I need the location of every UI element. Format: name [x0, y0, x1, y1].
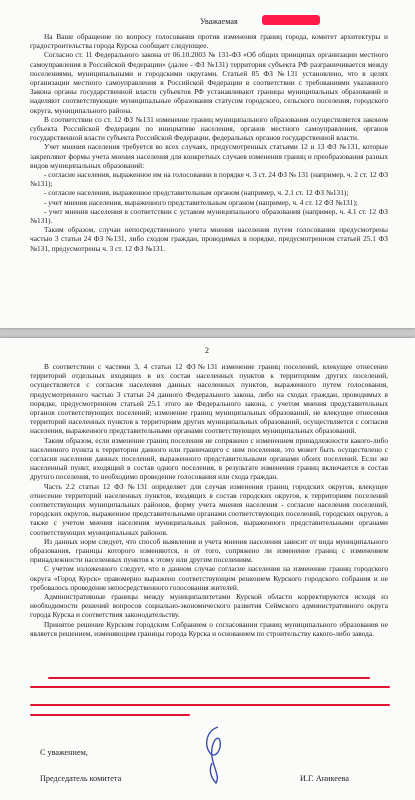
highlight-underline	[30, 704, 390, 706]
paragraph: - учет мнения населения в соответствии с уставом муниципального образования (например, ч. 4.1 ст. 12 ФЗ №131).	[30, 206, 388, 226]
paragraph: В соответствии со ст. 12 ФЗ №131 изменение границ муниципального образования осуществляется законом субъекта Российской Федерации по инициативе населения, органов местного самоуправления, органов государственной власти субъекта Российской Федерации, федеральных органов государственной власти.	[30, 114, 388, 143]
highlight-underline	[30, 714, 190, 716]
signer-title: Председатель комитета	[40, 774, 122, 783]
handwritten-signature	[198, 723, 234, 787]
paragraph: - учет мнения населения, выраженного представительным органом (например, ч. 4 ст. 12 ФЗ №131);	[44, 197, 358, 207]
paragraph: Часть 2.2 статьи 12 ФЗ №131 определяет для случая изменения границ городских округов, влекущее отнесение территорий населенных пунктов, входящих в состав городских округов, к территориям поселений соответствующих муниципальных районов, форму учета мнения населения - согласие населения поселений, городских округов, выраженное представительными органами соответствующих поселений, городских округов, а также с учетом мнения населения муниципальных районов, выраженного представительными органами соответствующих муниципальных районов.	[30, 481, 388, 537]
page-number: 2	[205, 346, 209, 355]
document-page-1	[0, 0, 415, 328]
paragraph: С учетом изложенного следует, что в данном случае согласие населения на изменение границ городского округа «Город Курск» правомерно выражено соответствующим решением Курского городского собрания и не требовалось проведение непосредственного голосования жителей.	[30, 564, 388, 592]
highlight-underline	[30, 686, 390, 688]
closing-phrase: С уважением,	[40, 748, 88, 757]
paragraph: На Ваше обращение по вопросу голосования против изменения границ города, комитет архитектуры и градостроительства города Курска сообщает следующее.	[30, 32, 388, 51]
paragraph: Учет мнения населения требуется во всех случаях, предусмотренных статьями 12 и 13 ФЗ №131, которые закрепляют формы учета мнения населения для конкретных случаев изменения границ и преобразования разных видов муниципальных образований:	[30, 142, 388, 170]
paragraph: Согласно ст. 11 Федерального закона от 06.10.2003 № 131-ФЗ «Об общих принципах организации местного самоуправления в Российской Федерации» (далее - ФЗ №131) территория субъекта РФ разграничивается между поселениями, муниципальными и городскими округами. Статьей 85 ФЗ №131 установлено, что в целях организации местного самоуправления в Российской Федерации в соответствии с требованиями указанного Закона органы государственной власти субъектов РФ устанавливают границы муниципальных образований и наделяют соответствующие муниципальные образования статусом городского, сельского поселения, городского округа, муниципального района.	[30, 50, 388, 115]
signer-name: И.Г. Аникеева	[300, 774, 349, 783]
paragraph: - согласие населения, выраженное представительным органом (например, ч. 2.1 ст. 12 ФЗ №131);	[44, 188, 349, 198]
paragraph: Таким образом, если изменение границ поселения не сопряжено с изменением принадлежности какого-либо населенного пункта к территории данного или граничащего с ним поселения, это может быть осуществлено с согласия населения данных поселений, выраженного представительными органами обоих поселений. Если же населенный пункт, входящий в состав одного поселения, в результате изменения границ включается в состав другого поселения, то необходимо проведение голосования или схода граждан.	[30, 435, 388, 482]
paragraph: Принятое решение Курским городским Собранием о согласовании границ муниципального образования не является решением, изменяющим границы города Курска и основанием по строительству какого-либо завода.	[30, 619, 388, 638]
paragraph: В соответствии с частями 3, 4 статьи 12 ФЗ№131 изменение границ поселений, влекущее отнесение территорий отдельных входящих в их состав населенных пунктов к территориям других поселений, осуществляется с согласия населения данных населенных пунктов, выраженного путем голосования, предусмотренного частью 3 статьи 24 данного Федерального закона, либо на сходах граждан, проводимых в порядке, предусмотренном статьей 25.1 этого же Федерального закона, с учетом мнения представительных органов соответствующих поселений; изменение границ муниципальных образований, не влекущее отнесения территорий населенных пунктов к территориям других муниципальных образований, осуществляется с согласия населения, выраженного представительными органами соответствующих муниципальных образований.	[30, 362, 388, 436]
page1-body	[30, 32, 388, 253]
highlight-underline	[48, 677, 370, 679]
paragraph: Административные границы между муниципалитетами Курской области корректируются исходя из необходимости решений вопросов социально-экономического развития Сеймского административного округа города Курска и соответствия законодательству.	[30, 592, 388, 620]
paragraph: Таким образом, случаи непосредственного учета мнения населения путем голосования предусмотрены частью 3 статьи 24 ФЗ №131, либо сходом граждан, проводимых в порядке, предусмотренном статьей 25.1 ФЗ №131, предусмотрены ч. 3 ст. 12 ФЗ №131.	[30, 225, 388, 253]
paragraph: Из данных норм следует, что способ выявления и учета мнения населения зависит от вида муниципального образования, границы которого изменяются, и от того, сопряжено ли изменение границ с изменением принадлежности населенных пунктов к этому или другим поселениям.	[30, 536, 388, 565]
paragraph: - согласие населения, выраженное им на голосовании в порядке ч. 3 ст. 24 ФЗ № 131 (например, ч. 2 ст. 12 ФЗ №131);	[30, 170, 388, 189]
redacted-recipient-name	[262, 15, 320, 25]
page2-body	[30, 362, 388, 638]
greeting: Уважаемая	[200, 17, 238, 26]
document-page-2	[0, 338, 415, 800]
